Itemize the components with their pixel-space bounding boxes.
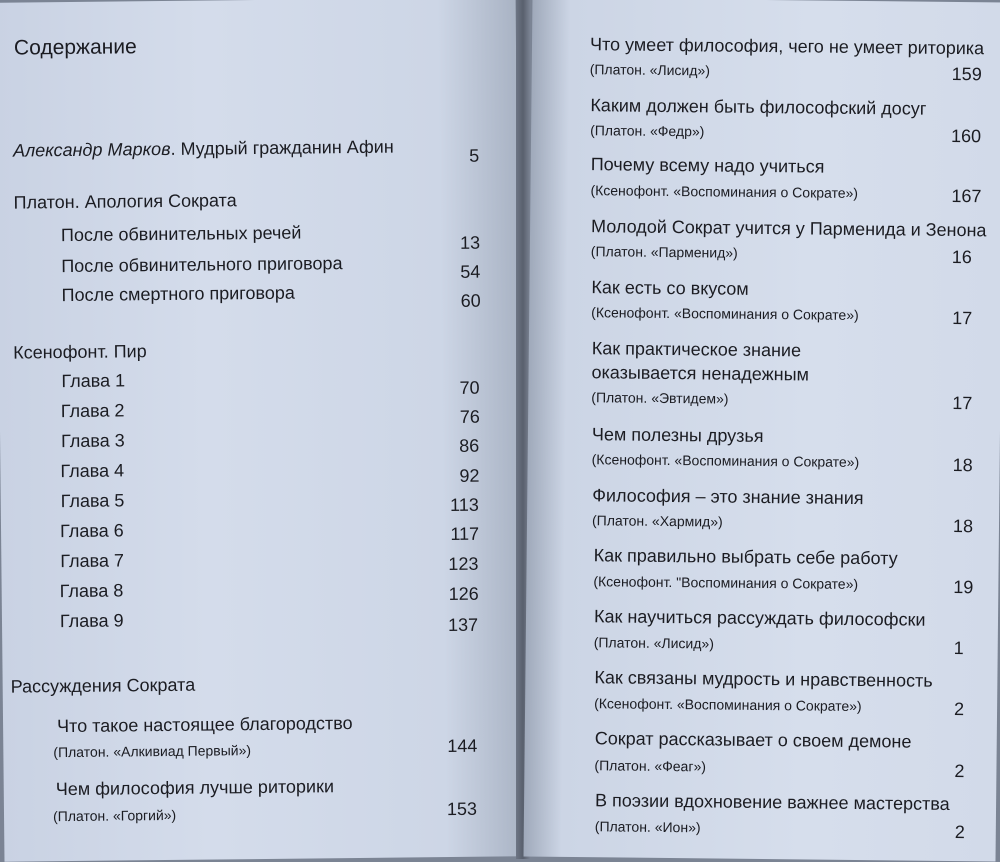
page-number: 17	[952, 307, 973, 329]
page-number: 1	[953, 637, 964, 659]
toc-entry-title: Что такое настоящее благородство	[56, 713, 353, 737]
toc-entry-title: Чем полезны друзья	[591, 424, 764, 446]
page-number: 123	[448, 553, 479, 575]
toc-entry-source: (Платон. «Парменид»)	[590, 243, 738, 261]
toc-entry-source: (Платон. «Лисид»)	[589, 61, 710, 79]
toc-entry-source: (Платон. «Эвтидем»)	[591, 389, 729, 407]
page-number: 70	[459, 377, 480, 398]
page-number: 86	[459, 435, 480, 456]
toc-entry-source: (Ксенофонт. «Воспоминания о Сократе»)	[590, 182, 859, 201]
toc-entry-source: (Платон. «Хармид»)	[591, 512, 723, 530]
author-name: Александр Марков	[12, 138, 171, 161]
essay-title: . Мудрый гражданин Афин	[170, 136, 394, 159]
page-number: 159	[951, 63, 982, 85]
toc-entry-source: (Платон. «Федр»)	[590, 122, 705, 140]
toc-entry-title: В поэзии вдохновение важнее мастерства	[595, 790, 950, 814]
page-number: 160	[950, 125, 982, 147]
page-number: 60	[460, 290, 481, 311]
toc-entry: После обвинительного приговора	[61, 253, 343, 277]
page-number: 17	[952, 392, 973, 414]
toc-entry-source: (Платон. «Горгий»)	[52, 806, 177, 825]
toc-entry-source: (Платон. «Ион»)	[594, 818, 701, 836]
page-number: 76	[459, 406, 480, 427]
toc-entry: Глава 4	[60, 460, 125, 482]
toc-entry: Глава 9	[59, 610, 124, 632]
toc-entry-title: Философия – это знание знания	[592, 485, 864, 509]
toc-entry-title: Как связаны мудрость и нравственность	[594, 667, 933, 691]
toc-entry-title: Что умеет философия, чего не умеет риторика	[589, 34, 985, 59]
toc-entry-source: (Платон. «Лисид»)	[593, 634, 714, 652]
toc-entry-title: Каким должен быть философский досуг	[590, 95, 927, 119]
toc-entry-title: Как научиться рассуждать философски	[593, 606, 926, 630]
toc-entry-source: (Ксенофонт. «Воспоминания о Сократе»)	[591, 451, 860, 470]
page-number: 18	[952, 515, 974, 537]
toc-entry-source: (Платон. «Алкивиад Первый»)	[53, 742, 252, 761]
toc-entry: Глава 2	[60, 400, 125, 422]
toc-entry-title: Как практическое знание	[591, 338, 802, 361]
contents-title: Содержание	[13, 35, 137, 60]
toc-entry: После обвинительных речей	[60, 222, 302, 246]
page-number: 2	[954, 761, 965, 782]
section-title-reasonings: Рассуждения Сократа	[10, 674, 196, 697]
page-number: 113	[449, 494, 479, 516]
toc-entry-source: (Ксенофонт. "Воспоминания о Сократе»)	[593, 573, 859, 592]
toc-entry: Глава 1	[61, 370, 126, 392]
page-number: 144	[447, 735, 478, 757]
toc-entry-title: Чем философия лучше риторики	[55, 776, 335, 800]
toc-entry-markov	[13, 137, 394, 162]
section-title-symposium: Ксенофонт. Пир	[13, 341, 147, 363]
toc-entry-source: (Ксенофонт. «Воспоминания о Сократе»)	[594, 695, 862, 715]
page-number: 13	[459, 232, 481, 253]
page-number: 19	[953, 576, 974, 598]
section-title-apology: Платон. Апология Сократа	[13, 190, 237, 213]
page-number: 92	[459, 465, 480, 486]
toc-entry-title: Как есть со вкусом	[591, 277, 749, 299]
page-number: 54	[460, 261, 481, 282]
toc-entry: После смертного приговора	[61, 282, 295, 306]
toc-entry-title: Как правильно выбрать себе работу	[593, 545, 898, 569]
toc-entry: Глава 7	[60, 550, 125, 572]
page-number: 18	[952, 454, 973, 476]
page-number: 167	[951, 185, 982, 207]
toc-entry: Глава 6	[59, 520, 124, 542]
page-number: 153	[446, 798, 478, 820]
page-number: 5	[469, 145, 480, 166]
page-number: 2	[954, 822, 965, 843]
right-page	[524, 0, 1000, 861]
toc-entry-title-line2: оказывается ненадежным	[591, 362, 810, 385]
page-number: 137	[447, 614, 479, 636]
toc-entry-source: (Ксенофонт. «Воспоминания о Сократе»)	[591, 304, 859, 323]
toc-entry-title: Почему всему надо учиться	[590, 154, 825, 177]
page-number: 2	[953, 699, 965, 720]
toc-entry: Глава 5	[60, 490, 125, 512]
toc-entry-title: Сократ рассказывает о своем демоне	[594, 728, 912, 752]
toc-entry-title: Молодой Сократ учится у Парменида и Зенона	[591, 216, 987, 241]
toc-entry: Глава 3	[61, 430, 125, 452]
page-number: 117	[450, 523, 480, 545]
toc-entry: Глава 8	[59, 580, 124, 602]
page-number: 126	[448, 583, 479, 605]
toc-entry-source: (Платон. «Феаг»)	[594, 757, 707, 775]
page-number: 16	[951, 246, 972, 268]
